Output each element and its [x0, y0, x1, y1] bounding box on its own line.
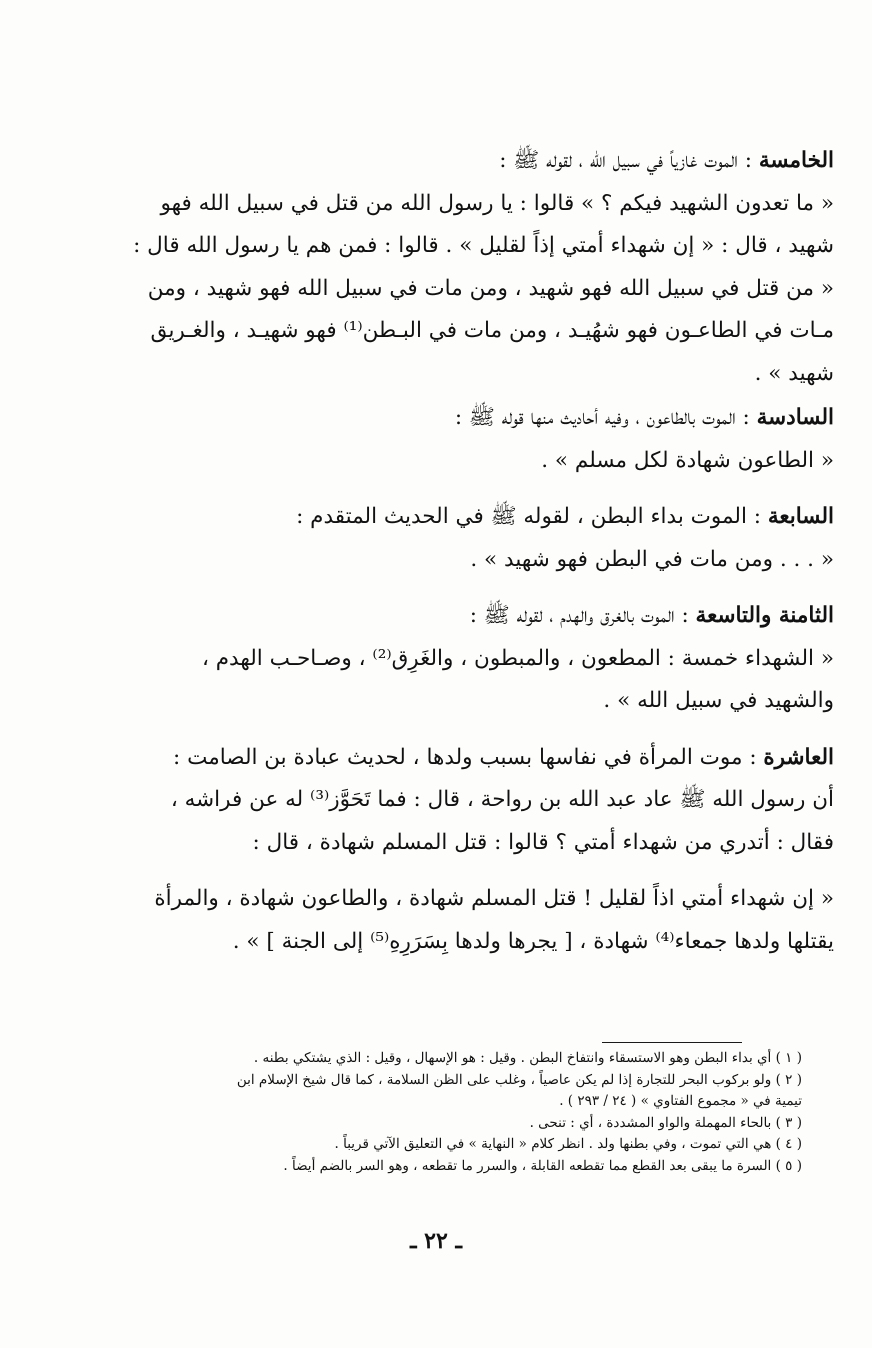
hadith-line: « إن شهداء أمتي اذاً لقليل ! قتل المسلم شهادة ، والطاعون شهادة ، والمرأة	[154, 886, 834, 911]
hadith-line: « الشهداء خمسة : المطعون ، والمبطون ، والغَرِق⁽²⁾ ، وصـاحـب الهدم ،	[201, 645, 834, 671]
hadith-line: شهيد ، قال : « إن شهداء أمتي إذاً لقليل » . قالوا : فمن هم يا رسول الله قال :	[133, 233, 834, 258]
main-text	[38, 140, 834, 963]
paragraph-sixth	[228, 397, 834, 440]
hadith-line: « . . . ومن مات في البطن فهو شهيد » .	[470, 546, 834, 572]
footnote-3: ( ٣ ) بالحاء المهملة والواو المشددة ، أي : تنحى .	[529, 1114, 802, 1131]
hadith-line: مـات في الطاعـون فهو شهُيـد ، ومن مات في البـطن⁽¹⁾ فهو شهيـد ، والغـريق	[150, 318, 834, 343]
page-number: ـ ٢٢ ـ	[410, 1228, 462, 1254]
paragraph-tenth	[38, 737, 834, 780]
heading-sixth: السادسة	[756, 405, 834, 430]
paragraph-text: : موت المرأة في نفاسها بسبب ولدها ، لحديث عبادة بن الصامت :	[173, 744, 764, 770]
footnote-divider	[602, 1042, 742, 1043]
footnotes	[60, 1048, 802, 1177]
paragraph-text: : الموت بداء البطن ، لقوله ﷺ في الحديث المتقدم :	[296, 504, 768, 529]
paragraph-eighth-ninth	[38, 595, 834, 638]
hadith-line: يقتلها ولدها جمعاء⁽⁴⁾ شهادة ، [ يجرها ولدها بِسَرَرِهِ⁽⁵⁾ إلى الجنة ] » .	[232, 928, 834, 954]
hadith-line: والشهيد في سبيل الله » .	[603, 688, 834, 713]
paragraph-text: : الموت بالغرق والهدم ، لقوله ﷺ :	[469, 603, 696, 628]
hadith-line: « من قتل في سبيل الله فهو شهيد ، ومن مات في سبيل الله فهو شهيد ، ومن	[147, 275, 834, 301]
heading-eighth-ninth: الثامنة والتاسعة	[695, 603, 834, 628]
heading-tenth: العاشرة	[763, 744, 834, 770]
footnote-2-continued: تيمية في « مجموع الفتاوي » ( ٢٤ / ٢٩٣ ) .	[559, 1093, 802, 1109]
hadith-line: « ما تعدون الشهيد فيكم ؟ » قالوا : يا رسول الله من قتل في سبيل الله فهو	[160, 190, 834, 216]
paragraph-fifth	[38, 140, 834, 183]
paragraph-text: : الموت غازياً في سبيل الله ، لقوله ﷺ :	[499, 148, 759, 173]
footnote-2: ( ٢ ) ولو بركوب البحر للتجارة إذا لم يكن عاصياً ، وغلب على الظن السلامة ، كما قال شيخ الإسلام ابن	[236, 1071, 802, 1088]
footnote-1: ( ١ ) أي بداء البطن وهو الاستسقاء وانتفاخ البطن . وقيل : هو الإسهال ، وقيل : الذي يشتكي بطنه .	[253, 1050, 802, 1066]
hadith-line: أن رسول الله ﷺ عاد عبد الله بن رواحة ، قال : فما تَحَوَّز⁽³⁾ له عن فراشه ،	[170, 787, 834, 812]
footnote-4: ( ٤ ) هي التي تموت ، وفي بطنها ولد . انظر كلام « النهاية » في التعليق الآتي قريباً .	[334, 1136, 802, 1152]
hadith-line: فقال : أتدري من شهداء أمتي ؟ قالوا : قتل المسلم شهادة ، قال :	[252, 829, 834, 855]
paragraph-text: : الموت بالطاعون ، وفيه أحاديث منها قوله ﷺ :	[454, 405, 757, 430]
heading-seventh: السابعة	[767, 504, 834, 529]
footnote-5: ( ٥ ) السرة ما يبقى بعد القطع مما تقطعه القابلة ، والسرر ما تقطعه ، وهو السر بالضم أيضاً .	[283, 1157, 802, 1174]
heading-fifth: الخامسة	[758, 148, 834, 173]
hadith-line: شهيد » .	[754, 360, 834, 386]
paragraph-seventh	[188, 496, 834, 539]
hadith-line: « الطاعون شهادة لكل مسلم » .	[541, 447, 834, 473]
